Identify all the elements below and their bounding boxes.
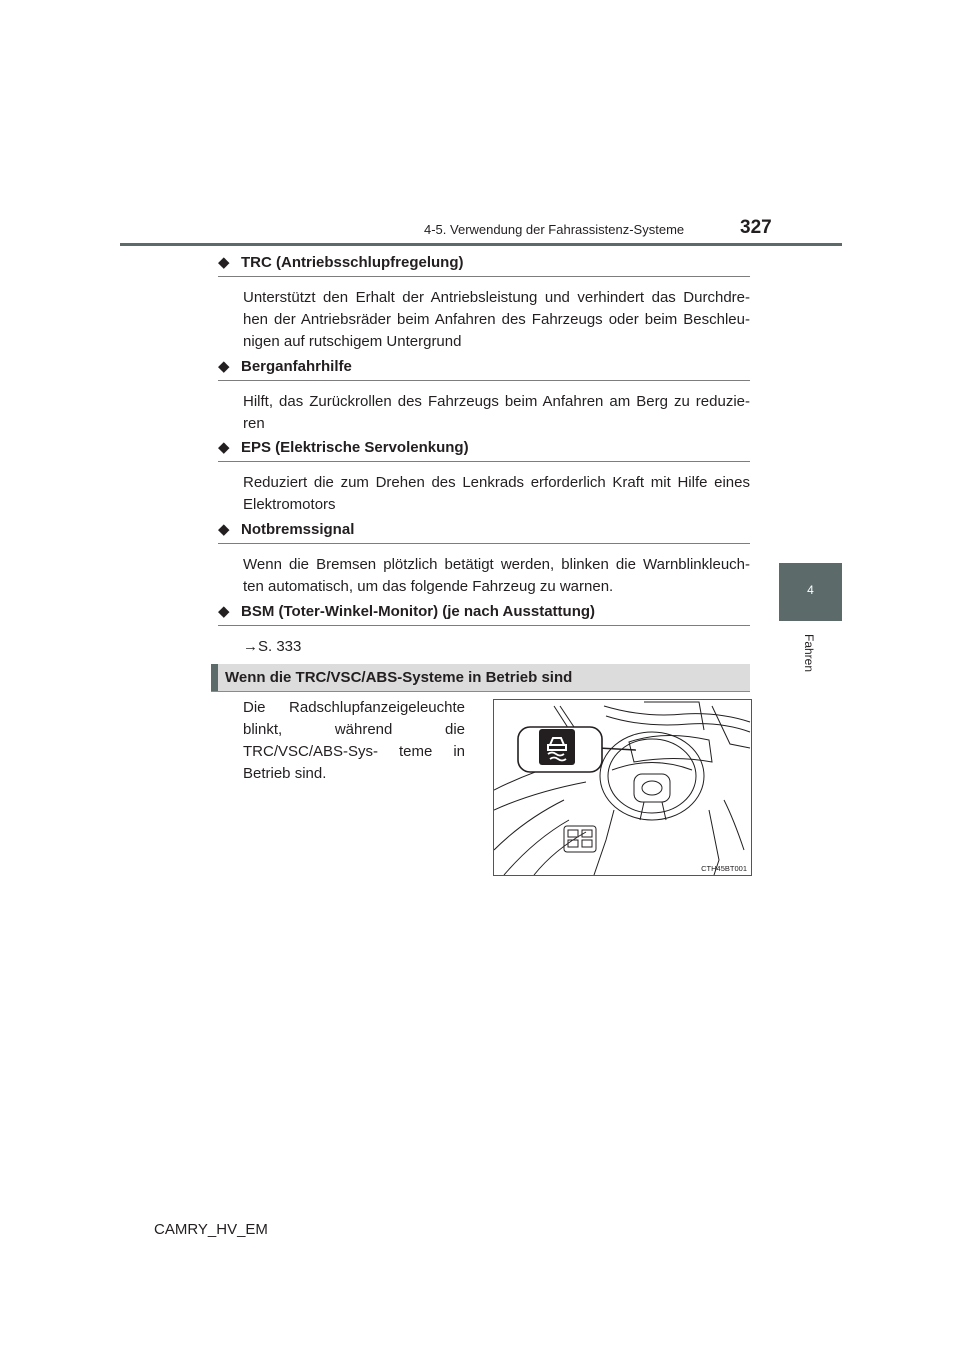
section-body: Reduziert die zum Drehen des Lenkrads erforderlich Kraft mit Hilfe eines Elektromotors (243, 474, 750, 513)
chapter-number: 4 (807, 583, 814, 597)
section-title: ◆ EPS (Elektrische Servolenkung) (218, 435, 750, 462)
footer-model: CAMRY_HV_EM (154, 1221, 268, 1238)
section-body: Unterstützt den Erhalt der Antriebsleistung und verhindert das Durchdre- hen der Antriebsräder beim Anfahren des Fahrzeugs oder beim Beschleu- nigen auf rutschigem Untergrund (243, 289, 750, 350)
banner-title: Wenn die TRC/VSC/ABS-Systeme in Betrieb sind (225, 669, 573, 686)
slip-indicator-icon (539, 729, 575, 765)
page-reference-link[interactable]: →S. 333 (243, 638, 302, 655)
dashboard-illustration (493, 699, 752, 876)
info-banner (211, 664, 750, 692)
section-eps (218, 435, 750, 516)
banner-accent-bar (211, 664, 218, 691)
section-title: ◆ BSM (Toter-Winkel-Monitor) (je nach Ausstattung) (218, 599, 750, 626)
section-bsm (218, 599, 750, 658)
illustration-code: CTH45BT001 (701, 864, 747, 873)
indicator-description: Die Radschlupfanzeigeleuchte blinkt, während die TRC/VSC/ABS-Sys- teme in Betrieb sind. (243, 699, 465, 782)
section-title: ◆ Notbremssignal (218, 517, 750, 544)
section-title: ◆ TRC (Antriebsschlupfregelung) (218, 250, 750, 277)
section-trc (218, 250, 750, 353)
section-body: Wenn die Bremsen plötzlich betätigt werden, blinken die Warnblinkleuch- ten automatisch, um das folgende Fahrzeug zu warnen. (243, 556, 750, 595)
diamond-icon: ◆ (218, 603, 230, 620)
section-hill-start (218, 354, 750, 435)
section-title: ◆ Berganfahrhilfe (218, 354, 750, 381)
header-section-title: 4-5. Verwendung der Fahrassistenz-Systeme (424, 222, 685, 237)
diamond-icon: ◆ (218, 358, 230, 375)
diamond-icon: ◆ (218, 521, 230, 538)
section-body: Hilft, das Zurückrollen des Fahrzeugs beim Anfahren am Berg zu reduzie- ren (243, 393, 750, 432)
diamond-icon: ◆ (218, 254, 230, 271)
chapter-tab (779, 563, 842, 621)
section-emergency-brake-signal (218, 517, 750, 598)
diamond-icon: ◆ (218, 439, 230, 456)
page-number: 327 (740, 217, 772, 238)
header-rule (120, 243, 842, 246)
chapter-label: Fahren (802, 633, 816, 673)
